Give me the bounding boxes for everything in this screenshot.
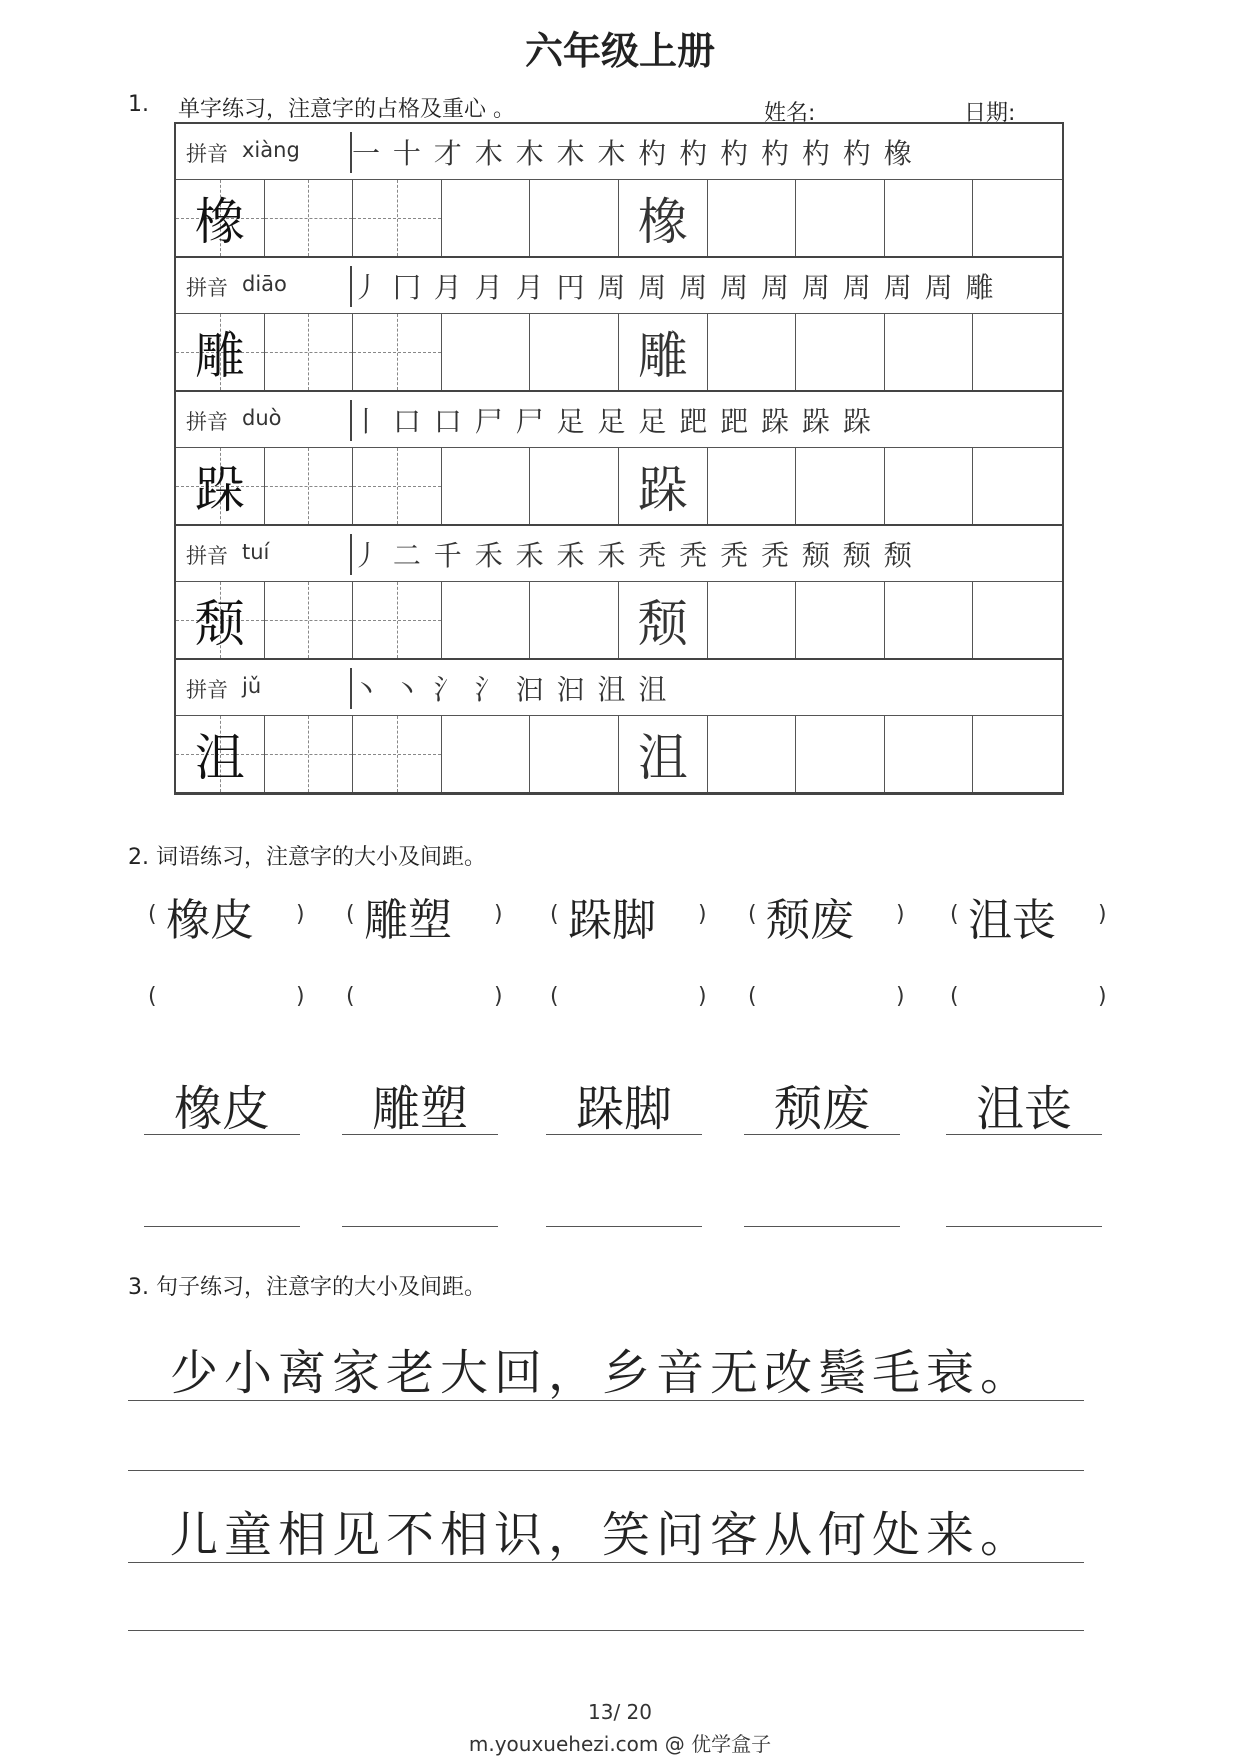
guide-line-horizontal (265, 754, 353, 755)
writing-cell[interactable] (176, 448, 265, 524)
paren-close: ) (1098, 902, 1107, 927)
writing-cell[interactable] (885, 314, 974, 390)
word-writing-line[interactable] (546, 1134, 702, 1135)
writing-cell[interactable] (708, 582, 797, 658)
writing-cell[interactable] (176, 314, 265, 390)
word-writing-line[interactable] (144, 1134, 300, 1135)
model-word: 雕塑 (364, 895, 452, 946)
writing-cell[interactable] (885, 582, 974, 658)
writing-cell[interactable] (353, 448, 442, 524)
writing-cell[interactable] (530, 582, 619, 658)
pinyin-label: 拼音 (186, 678, 228, 702)
model-character: 颓 (194, 595, 245, 653)
pinyin-paren-open: ( (950, 984, 959, 1009)
writing-cell[interactable] (973, 314, 1062, 390)
pinyin-label: 拼音 (186, 276, 228, 300)
trace-word: 颓废 (773, 1081, 870, 1137)
paren-close: ) (698, 902, 707, 927)
pinyin-row (176, 660, 1062, 716)
writing-cell[interactable] (265, 314, 354, 390)
stroke-order (352, 132, 914, 172)
writing-cell[interactable] (619, 582, 708, 658)
guide-line-horizontal (265, 486, 353, 487)
section2-instruction: 2. 词语练习，注意字的大小及间距。 (128, 845, 486, 870)
writing-cell[interactable] (973, 582, 1062, 658)
trace-character: 沮 (637, 729, 688, 787)
writing-cell[interactable] (885, 716, 974, 792)
word-writing-line[interactable] (946, 1226, 1102, 1227)
writing-cell[interactable] (530, 448, 619, 524)
word-writing-line[interactable] (342, 1134, 498, 1135)
guide-line-horizontal (353, 352, 441, 353)
practice-row (176, 660, 1062, 794)
trace-character: 雕 (637, 327, 688, 385)
pinyin-row (176, 526, 1062, 582)
trace-word: 沮丧 (975, 1081, 1072, 1137)
model-character: 橡 (194, 193, 245, 251)
word-writing-line[interactable] (546, 1226, 702, 1227)
paren-close: ) (494, 902, 503, 927)
word-writing-line[interactable] (946, 1134, 1102, 1135)
writing-cell[interactable] (265, 448, 354, 524)
practice-row (176, 258, 1062, 392)
word-writing-line[interactable] (144, 1226, 300, 1227)
word-writing-line[interactable] (744, 1134, 900, 1135)
writing-cells (176, 448, 1062, 526)
pinyin-paren-open: ( (346, 984, 355, 1009)
pinyin-label: 拼音 (186, 544, 228, 568)
writing-cell[interactable] (530, 180, 619, 256)
page-title: 六年级上册 (524, 29, 715, 73)
writing-cell[interactable] (973, 180, 1062, 256)
model-character: 沮 (194, 729, 245, 787)
pinyin-paren-close: ) (1098, 984, 1107, 1009)
guide-line-horizontal (353, 218, 441, 219)
pinyin-text: diāo (242, 272, 287, 296)
pinyin-answer-field[interactable] (964, 980, 1094, 1014)
page-number: 13/ 20 (588, 1700, 652, 1724)
writing-cell[interactable] (619, 716, 708, 792)
pinyin-answer-field[interactable] (162, 980, 292, 1014)
pinyin-paren-open: ( (550, 984, 559, 1009)
stroke-order (352, 534, 914, 574)
pinyin-answer-field[interactable] (360, 980, 490, 1014)
pinyin-label: 拼音 (186, 142, 228, 166)
writing-cell[interactable] (353, 582, 442, 658)
pinyin-row (176, 392, 1062, 448)
guide-line-horizontal (265, 620, 353, 621)
pinyin-paren-open: ( (148, 984, 157, 1009)
pinyin-text: duò (242, 406, 282, 430)
character-practice-grid (174, 122, 1064, 795)
pinyin-paren-close: ) (698, 984, 707, 1009)
writing-cell[interactable] (530, 314, 619, 390)
pinyin-paren-close: ) (896, 984, 905, 1009)
writing-cells (176, 314, 1062, 392)
writing-cell[interactable] (619, 180, 708, 256)
pinyin-answer-field[interactable] (564, 980, 694, 1014)
guide-line-horizontal (353, 486, 441, 487)
writing-cell[interactable] (442, 180, 531, 256)
trace-character: 跺 (637, 461, 688, 519)
pinyin-text: tuí (242, 540, 270, 564)
writing-cell[interactable] (796, 716, 885, 792)
writing-cells (176, 716, 1062, 794)
trace-word: 橡皮 (173, 1081, 270, 1137)
stroke-order (352, 266, 996, 306)
writing-cell[interactable] (885, 448, 974, 524)
stroke-order (352, 400, 873, 440)
sentence-text: 儿童相见不相识，笑问客从何处来。 (170, 1507, 1035, 1563)
guide-line-horizontal (353, 754, 441, 755)
stroke-final: 跺 (842, 405, 873, 438)
pinyin-paren-close: ) (494, 984, 503, 1009)
pinyin-label: 拼音 (186, 410, 228, 434)
writing-cell[interactable] (973, 448, 1062, 524)
pinyin-paren-open: ( (748, 984, 757, 1009)
stroke-sequence: 丿 冂 月 月 月 円 周 周 周 周 周 周 周 周 周 (352, 271, 955, 304)
stroke-order (352, 668, 668, 708)
writing-cell[interactable] (442, 448, 531, 524)
paren-open: ( (550, 902, 559, 927)
sentence-text: 少小离家老大回，乡音无改鬓毛衰。 (170, 1345, 1035, 1401)
writing-cell[interactable] (796, 314, 885, 390)
model-word: 沮丧 (968, 895, 1056, 946)
practice-row (176, 392, 1062, 526)
writing-cell[interactable] (353, 716, 442, 792)
stroke-sequence: 丨 口 口 尸 尸 足 足 足 跁 跁 跺 跺 (352, 405, 832, 438)
paren-open: ( (346, 902, 355, 927)
pinyin-answer-field[interactable] (762, 980, 892, 1014)
writing-cell[interactable] (708, 448, 797, 524)
model-character: 跺 (194, 461, 245, 519)
stroke-final: 颓 (883, 539, 914, 572)
paren-open: ( (748, 902, 757, 927)
writing-cell[interactable] (796, 448, 885, 524)
section3-instruction: 3. 句子练习，注意字的大小及间距。 (128, 1275, 486, 1300)
sentence-line[interactable] (128, 1400, 1084, 1401)
pinyin-row (176, 124, 1062, 180)
writing-cells (176, 582, 1062, 660)
writing-cell[interactable] (442, 314, 531, 390)
writing-cell[interactable] (353, 314, 442, 390)
trace-word: 跺脚 (575, 1081, 672, 1137)
writing-cell[interactable] (708, 314, 797, 390)
stroke-sequence: 一 十 才 木 木 木 木 杓 杓 杓 杓 杓 杓 (352, 137, 873, 170)
pinyin-row (176, 258, 1062, 314)
writing-cell[interactable] (619, 448, 708, 524)
guide-line-horizontal (353, 620, 441, 621)
practice-row (176, 526, 1062, 660)
section1-number: 1. (128, 92, 149, 117)
writing-cell[interactable] (530, 716, 619, 792)
writing-cell[interactable] (796, 180, 885, 256)
writing-cell[interactable] (973, 716, 1062, 792)
pinyin-paren-close: ) (296, 984, 305, 1009)
trace-word: 雕塑 (371, 1081, 468, 1137)
model-character: 雕 (194, 327, 245, 385)
writing-cell[interactable] (265, 582, 354, 658)
guide-line-horizontal (265, 218, 353, 219)
writing-cell[interactable] (442, 716, 531, 792)
guide-line-horizontal (265, 352, 353, 353)
writing-cell[interactable] (176, 180, 265, 256)
paren-open: ( (950, 902, 959, 927)
word-writing-line[interactable] (744, 1226, 900, 1227)
writing-cell[interactable] (885, 180, 974, 256)
writing-cell[interactable] (176, 582, 265, 658)
model-word: 跺脚 (568, 895, 656, 946)
writing-cell[interactable] (708, 716, 797, 792)
model-word: 橡皮 (166, 895, 254, 946)
writing-cell[interactable] (265, 716, 354, 792)
section1-instruction: 单字练习，注意字的占格及重心 。 (178, 97, 515, 122)
name-label: 姓名: (764, 101, 816, 126)
stroke-sequence: 丿 二 千 禾 禾 禾 禾 秃 秃 秃 秃 颓 颓 (352, 539, 873, 572)
sentence-line[interactable] (128, 1562, 1084, 1563)
stroke-final: 雕 (965, 271, 996, 304)
writing-cell[interactable] (796, 582, 885, 658)
sentence-writing-line[interactable] (128, 1470, 1084, 1471)
pinyin-text: xiàng (242, 138, 300, 162)
practice-row (176, 124, 1062, 258)
writing-cell[interactable] (708, 180, 797, 256)
stroke-final: 橡 (883, 137, 914, 170)
stroke-sequence: 丶 丶 氵 氵 汩 汩 沮 (352, 673, 628, 706)
pinyin-text: jǔ (242, 674, 262, 698)
writing-cell[interactable] (176, 716, 265, 792)
paren-close: ) (896, 902, 905, 927)
model-word: 颓废 (766, 895, 854, 946)
writing-cell[interactable] (265, 180, 354, 256)
trace-character: 橡 (637, 193, 688, 251)
paren-close: ) (296, 902, 305, 927)
site-credit: m.youxuehezi.com @ 优学盒子 (468, 1732, 772, 1756)
date-label: 日期: (964, 101, 1016, 126)
sentence-writing-line[interactable] (128, 1630, 1084, 1631)
paren-open: ( (148, 902, 157, 927)
stroke-final: 沮 (638, 673, 669, 706)
writing-cell[interactable] (353, 180, 442, 256)
word-writing-line[interactable] (342, 1226, 498, 1227)
writing-cells (176, 180, 1062, 258)
writing-cell[interactable] (442, 582, 531, 658)
trace-character: 颓 (637, 595, 688, 653)
writing-cell[interactable] (619, 314, 708, 390)
